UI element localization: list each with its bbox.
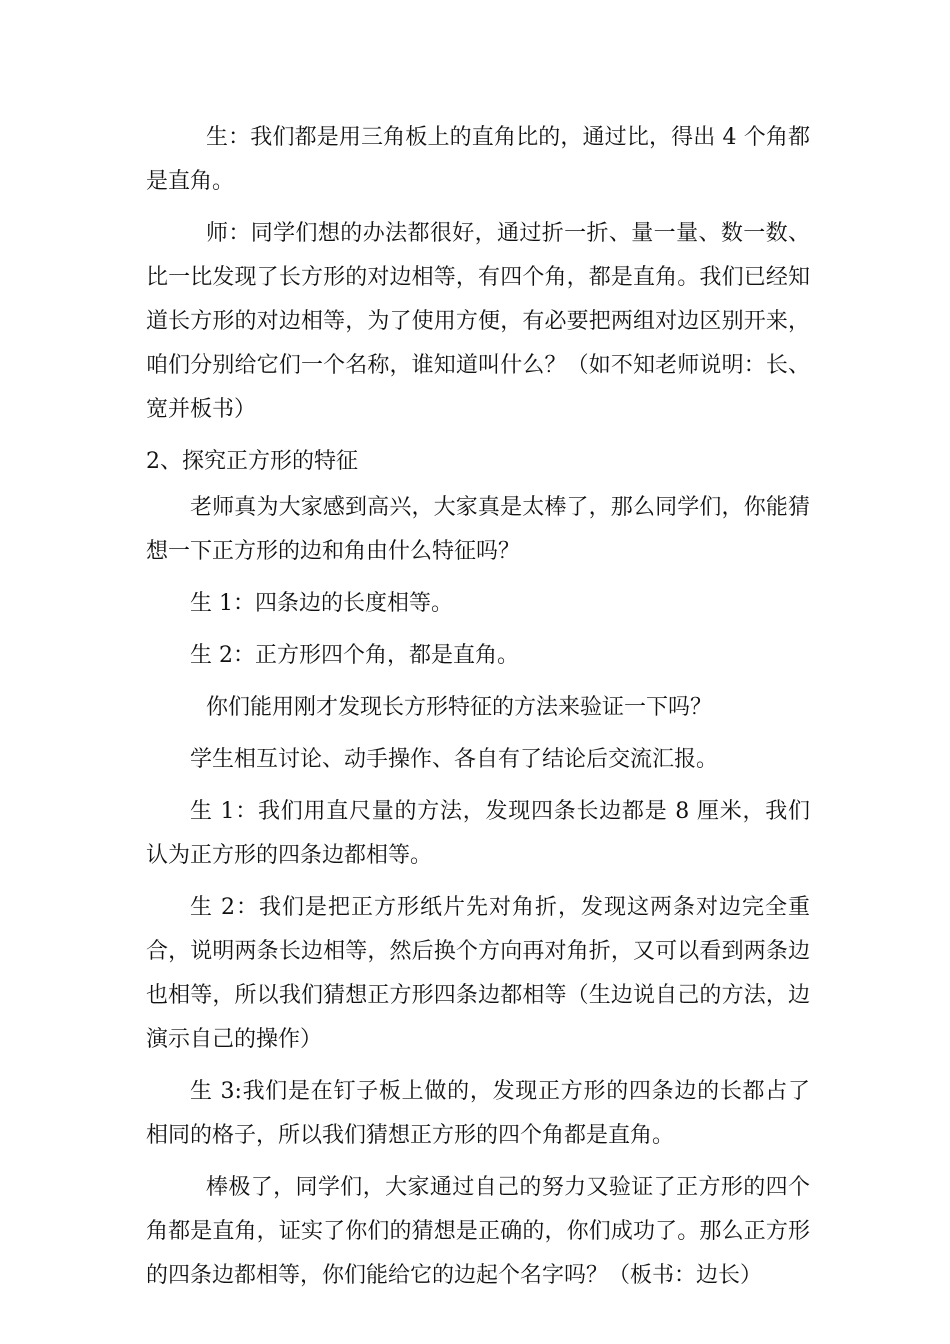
section-heading-square-features: 2、探究正方形的特征 [146,449,358,474]
paragraph-teacher-praise-side-length: 棒极了，同学们，大家通过自己的努力又验证了正方形的四个角都是直角，证实了你们的猜想是正确的，你们成功了。那么正方形的四条边都相等，你们能给它的边起个名字吗？（板书：边长） [146,1175,810,1288]
paragraph-student-answer-right-angles: 生：我们都是用三角板上的直角比的，通过比，得出 4 个角都是直角。 [146,125,810,194]
document-body [146,116,810,1306]
paragraph-student-1-ruler: 生 1：我们用直尺量的方法，发现四条长边都是 8 厘米，我们认为正方形的四条边都相等。 [146,799,810,868]
paragraph-student-2-angles: 生 2：正方形四个角，都是直角。 [190,643,519,668]
paragraph-teacher-verify-prompt: 你们能用刚才发现长方形特征的方法来验证一下吗？ [206,695,713,720]
paragraph-teacher-question-square: 老师真为大家感到高兴，大家真是太棒了，那么同学们，你能猜想一下正方形的边和角由什么特征吗？ [146,495,810,564]
paragraph-student-3-pegboard: 生 3:我们是在钉子板上做的，发现正方形的四条边的长都占了相同的格子，所以我们猜想正方形的四个角都是直角。 [146,1079,810,1148]
paragraph-teacher-summary-rectangle: 师：同学们想的办法都很好，通过折一折、量一量、数一数、比一比发现了长方形的对边相等，有四个角，都是直角。我们已经知道长方形的对边相等，为了使用方便，有必要把两组对边区别开来，咱们分别给它们一个名称，谁知道叫什么？（如不知老师说明：长、宽并板书） [146,221,810,422]
paragraph-student-2-folding: 生 2：我们是把正方形纸片先对角折，发现这两条对边完全重合，说明两条长边相等，然后换个方向再对角折，又可以看到两条边也相等，所以我们猜想正方形四条边都相等（生边说自己的方法，边演示自己的操作） [146,895,810,1052]
paragraph-student-1-sides: 生 1：四条边的长度相等。 [190,591,453,616]
paragraph-students-discuss: 学生相互讨论、动手操作、各自有了结论后交流汇报。 [190,747,719,772]
